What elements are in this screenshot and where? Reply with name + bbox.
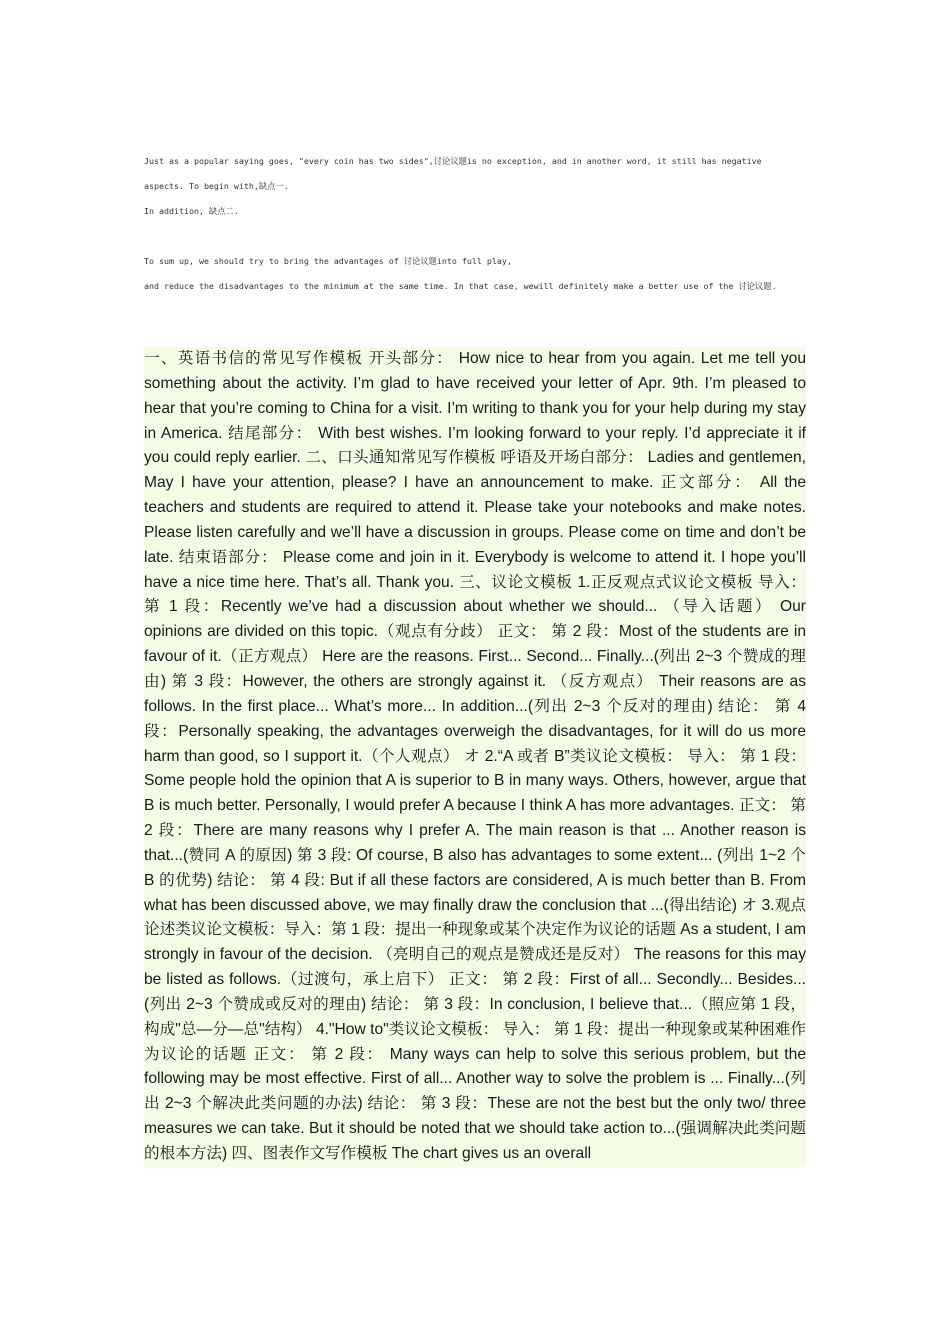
main-text-paragraph: 一、英语书信的常见写作模板 开头部分： How nice to hear from you again. Let me tell you something about the activity. I’m glad to have received your letter of Apr. 9th. I’m pleased to hear that you’re coming to China for a visit. I’m writing to thank you for your help during my stay in America. 结尾部分： With best wishes. I’m looking forward to your reply. I’d appreciate it if you could reply earlier. 二、口头通知常见写作模板 呼语及开场白部分： Ladies and gentlemen, May I have your attention, please? I have an announcement to make. 正文部分： All the teachers and students are required to attend it. Please take your notebooks and make notes. Please listen carefully and we’ll have a discussion in groups. Please come on time and don’t be late. 结束语部分： Please come and join in it. Everybody is welcome to attend it. I hope you’ll have a nice time here. That’s all. Thank you. 三、议论文模板 1.正反观点式议论文模板 导入： 第 1 段：Recently we’ve had a discussion about whether we should... （导入话题） Our opinions are divided on this topic.（观点有分歧） 正文： 第 2 段：Most of the students are in favour of it.（正方观点） Here are the reasons. First... Second... Finally...(列出 2~3 个赞成的理由) 第 3 段：However, the others are strongly against it. （反方观点） Their reasons are as follows. In the first place... What’s more... In addition...(列出 2~3 个反对的理由) 结论： 第 4 段：Personally speaking, the advantages overweigh the disadvantages, for it will do us more harm than good, so I support it.（个人观点） オ 2.“A 或者 B”类议论文模板： 导入： 第 1 段： Some people hold the opinion that A is superior to B in many ways. Others, however, argue that B is much better. Personally, I would prefer A because I think A has more advantages. 正文： 第 2 段：There are many reasons why I prefer A. The main reason is that ... Another reason is that...(赞同 A 的原因) 第 3 段: Of course, B also has advantages to some extent... (列出 1~2 个 B 的优势) 结论： 第 4 段: But if all these factors are considered, A is much better than B. From what has been discussed above, we may finally draw the conclusion that ...(得出结论) オ 3.观点论述类议论文模板：导入：第 1 段：提出一种现象或某个决定作为议论的话题 As a student, I am strongly in favour of the decision. （亮明自己的观点是赞成还是反对） The reasons for this may be listed as follows.（过渡句，承上启下） 正文： 第 2 段：First of all... Secondly... Besides...(列出 2~3 个赞成或反对的理由) 结论： 第 3 段：In conclusion, I believe that...（照应第 1 段，构成"总—分—总"结构） 4."How to"类议论文模板： 导入： 第 1 段：提出一种现象或某种困难作为议论的话题 正文： 第 2 段： Many ways can help to solve this serious problem, but the following may be most effective. First of all... Another way to solve the problem is ... Finally...(列出 2~3 个解决此类问题的办法) 结论： 第 3 段：These are not the best but the only two/ three measures we can take. But it should be noted that we should take action to...(强调解决此类问题的根本方法) 四、图表作文写作模板 The chart gives us an overall [144, 350, 806, 1162]
template-line-4: To sum up, we should try to bring the advantages of 讨论议题into full play, [144, 256, 512, 266]
template-line-2: aspects. To begin with,缺点一. [144, 181, 289, 191]
template-line-1: Just as a popular saying goes, "every coin has two sides",讨论议题is no exception, and in another word, it still has negative [144, 156, 762, 166]
template-line-3: In addition, 缺点二. [144, 206, 239, 216]
main-text-block [144, 347, 806, 1167]
template-line-5: and reduce the disadvantages to the minimum at the same time. In that case, wewill definitely make a better use of the 讨论议题. [144, 281, 777, 291]
